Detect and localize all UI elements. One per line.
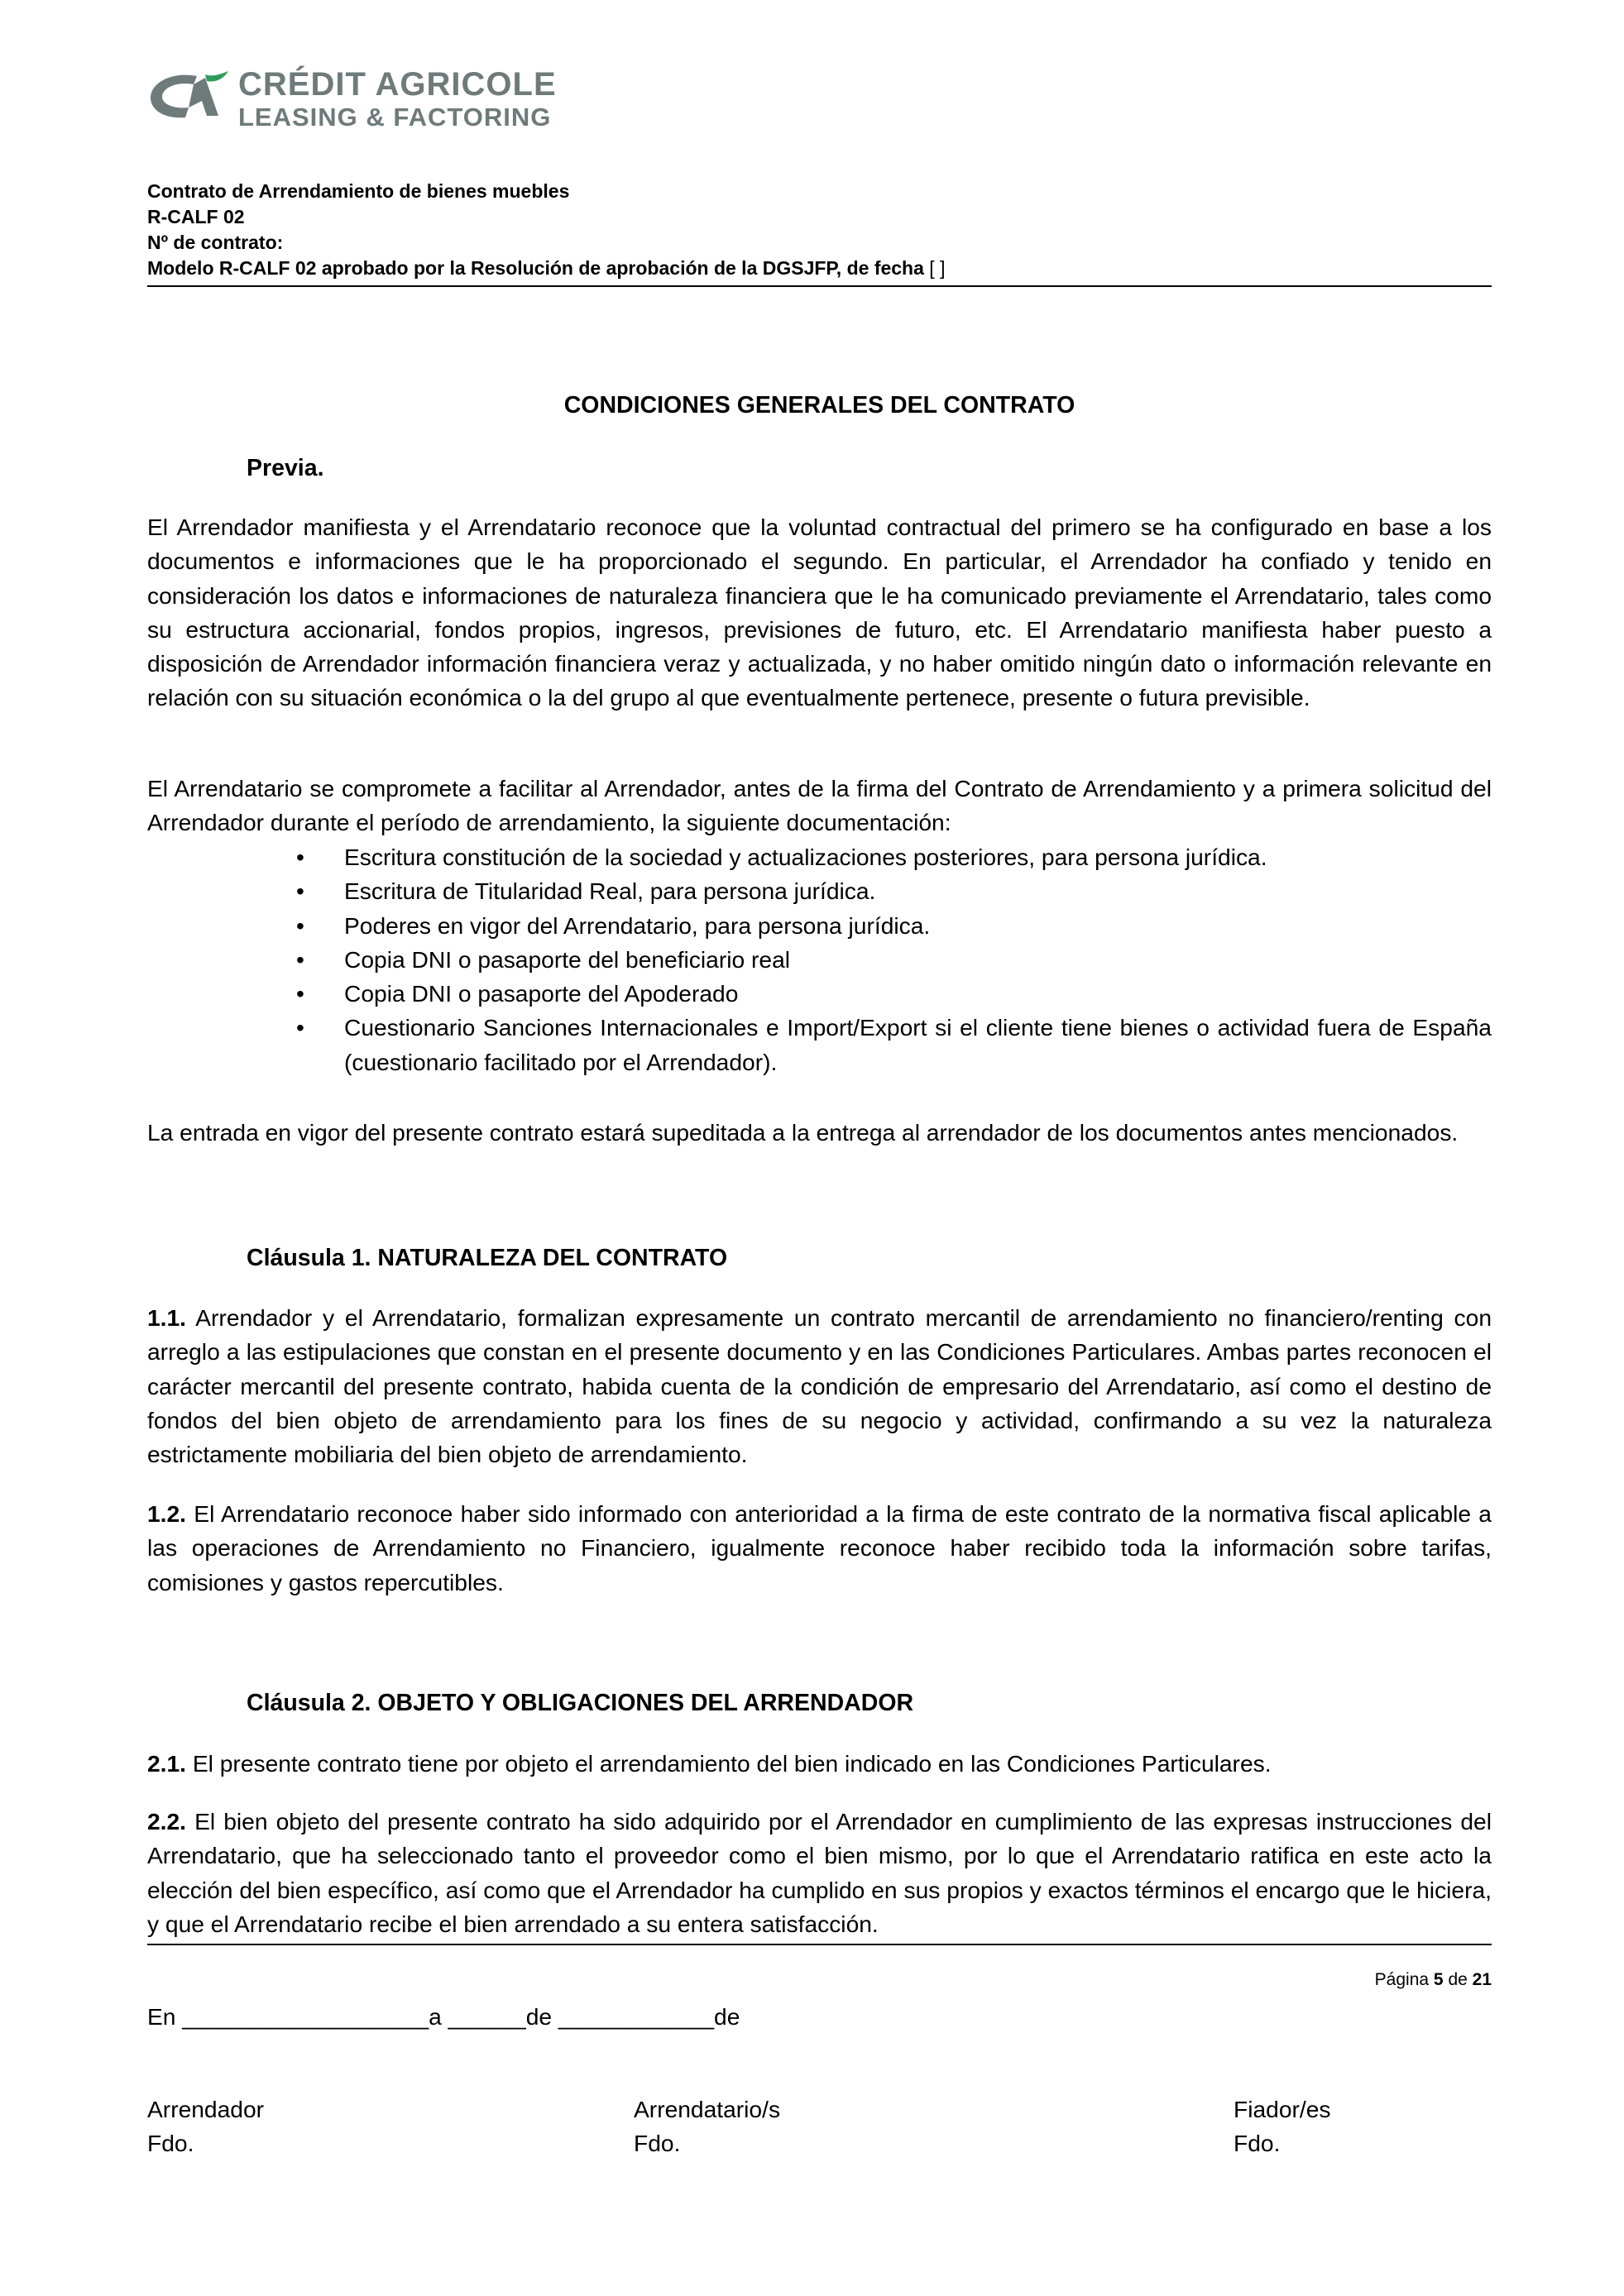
clausula-1-paragraph-1 (147, 1301, 1492, 1471)
header-contract-type: Contrato de Arrendamiento de bienes muebles (147, 180, 570, 202)
signer-fdo: Fdo. (1234, 2130, 1281, 2156)
paragraph-number: 2.2. (147, 1808, 187, 1834)
previa-paragraph-1: El Arrendador manifiesta y el Arrendatario reconoce que la voluntad contractual del primero se ha configurado en base a los documentos e informaciones que le ha proporcionado el segundo. En particular, el Arrendador ha confiado y tenido en consideración los datos e informaciones de naturaleza financiera que le ha comunicado previamente el Arrendatario, tales como su estructura accionarial, fondos propios, ingresos, previsiones de futuro, etc. El Arrendatario manifiesta haber puesto a disposición de Arrendador información financiera veraz y actualizada, y no haber omitido ningún dato o información relevante en relación con su situación económica o la del grupo al que eventualmente pertenece, presente o futura previsible. (147, 514, 1492, 711)
place-date-line: En ___________________a ______de ____________de (147, 2003, 740, 2030)
page-current: 5 (1433, 1970, 1444, 1989)
list-item (147, 840, 1492, 874)
paragraph-number: 1.1. (147, 1304, 187, 1331)
logo-line-2: LEASING & FACTORING (238, 103, 552, 132)
logo-line-1: CRÉDIT AGRICOLE (238, 66, 557, 103)
document-header (147, 179, 1492, 281)
clausula-2-heading: Cláusula 2. OBJETO Y OBLIGACIONES DEL ARRENDADOR (247, 1690, 914, 1716)
bullet-icon: • (296, 980, 304, 1007)
page-title: CONDICIONES GENERALES DEL CONTRATO (563, 392, 1075, 419)
clausula-1-heading: Cláusula 1. NATURALEZA DEL CONTRATO (247, 1245, 728, 1271)
bullet-icon: • (296, 945, 304, 973)
paragraph-number: 2.1. (147, 1750, 187, 1777)
previa-heading: Previa. (247, 455, 324, 481)
paragraph-text: Arrendador y el Arrendatario, formalizan expresamente un contrato mercantil de arrendamiento no financiero/renting con arreglo a las estipulaciones que constan en el presente documento y en las Condiciones Particulares. Ambas partes reconocen el carácter mercantil del presente contrato, habida cuenta de la condición de empresario del Arrendatario, así como el destino de fondos del bien objeto de arrendamiento para los fines de su negocio y actividad, confirmando a su vez la naturaleza estrictamente mobiliaria del bien objeto de arrendamiento. (147, 1304, 1492, 1468)
header-contract-number: Nº de contrato: (147, 232, 284, 253)
header-approval-line (147, 256, 1492, 281)
list-item-text: Copia DNI o pasaporte del beneficiario real (344, 945, 791, 973)
list-item (147, 1011, 1492, 1079)
list-item-text: Poderes en vigor del Arrendatario, para persona jurídica. (344, 911, 931, 939)
clausula-2-paragraph-2 (147, 1805, 1492, 1941)
signer-role: Arrendatario/s (634, 2096, 781, 2122)
signer-role: Fiador/es (1234, 2096, 1331, 2122)
list-item (147, 977, 1492, 1011)
header-divider (147, 285, 1492, 287)
paragraph-text: El bien objeto del presente contrato ha sido adquirido por el Arrendador en cumplimiento de las expresas instrucciones del Arrendatario, que ha seleccionado tanto el proveedor como el bien mismo, por lo que el Arrendatario ratifica en este acto la elección del bien específico, así como que el Arrendador ha cumplido en sus propios y exactos términos el encargo que le hiciera, y que el Arrendatario recibe el bien arrendado a su entera satisfacción. (147, 1808, 1492, 1937)
bullet-icon: • (296, 1014, 304, 1041)
bullet-icon: • (296, 844, 304, 870)
page-of: de (1448, 1970, 1468, 1989)
clausula-1-paragraph-2 (147, 1497, 1492, 1600)
list-item-text: Copia DNI o pasaporte del Apoderado (344, 980, 739, 1007)
clausula-2-paragraph-1 (147, 1747, 1492, 1781)
list-item (147, 874, 1492, 908)
required-documents-list (147, 840, 1492, 1079)
page-number (1375, 1970, 1492, 1990)
signer-fdo: Fdo. (147, 2130, 194, 2156)
paragraph-text: El presente contrato tiene por objeto el arrendamiento del bien indicado en las Condiciones Particulares. (186, 1750, 1272, 1777)
footer-divider (147, 1944, 1492, 1945)
signer-fdo: Fdo. (634, 2130, 681, 2156)
header-model-code: R-CALF 02 (147, 206, 245, 227)
signer-role: Arrendador (147, 2096, 265, 2122)
header-approval-date: [ ] (923, 257, 946, 279)
list-item-text: Escritura constitución de la sociedad y actualizaciones posteriores, para persona jurídica. (344, 844, 1267, 870)
previa-paragraph-3: La entrada en vigor del presente contrato estará supeditada a la entrega al arrendador de los documentos antes mencionados. (147, 1119, 1459, 1146)
paragraph-number: 1.2. (147, 1500, 187, 1527)
previa-paragraph-2: El Arrendatario se compromete a facilitar al Arrendador, antes de la firma del Contrato de Arrendamiento y a primera solicitud del Arrendador durante el período de arrendamiento, la siguiente documentación: (147, 775, 1492, 836)
bullet-icon: • (296, 878, 304, 905)
credit-agricole-emblem-icon (147, 71, 230, 122)
list-item (147, 943, 1492, 977)
list-item (147, 909, 1492, 943)
list-item-text: Escritura de Titularidad Real, para persona jurídica. (344, 878, 876, 905)
signature-block-arrendador (147, 2093, 264, 2160)
header-approval-text: Modelo R-CALF 02 aprobado por la Resolución de aprobación de la DGSJFP, de fecha (147, 257, 924, 279)
list-item-text: Cuestionario Sanciones Internacionales e Import/Export si el cliente tiene bienes o actividad fuera de España (cuestionario facilitado por el Arrendador). (344, 1014, 1492, 1075)
page-total: 21 (1472, 1970, 1492, 1989)
signature-block-arrendatario (634, 2093, 780, 2160)
paragraph-text: El Arrendatario reconoce haber sido informado con anterioridad a la firma de este contrato de la normativa fiscal aplicable a las operaciones de Arrendamiento no Financiero, igualmente reconoce haber recibido toda la información sobre tarifas, comisiones y gastos repercutibles. (147, 1500, 1492, 1595)
signature-block-fiador (1234, 2093, 1331, 2160)
company-logo (147, 68, 611, 142)
logo-wordmark (238, 68, 557, 130)
page-label: Página (1374, 1970, 1430, 1989)
bullet-icon: • (296, 911, 304, 939)
